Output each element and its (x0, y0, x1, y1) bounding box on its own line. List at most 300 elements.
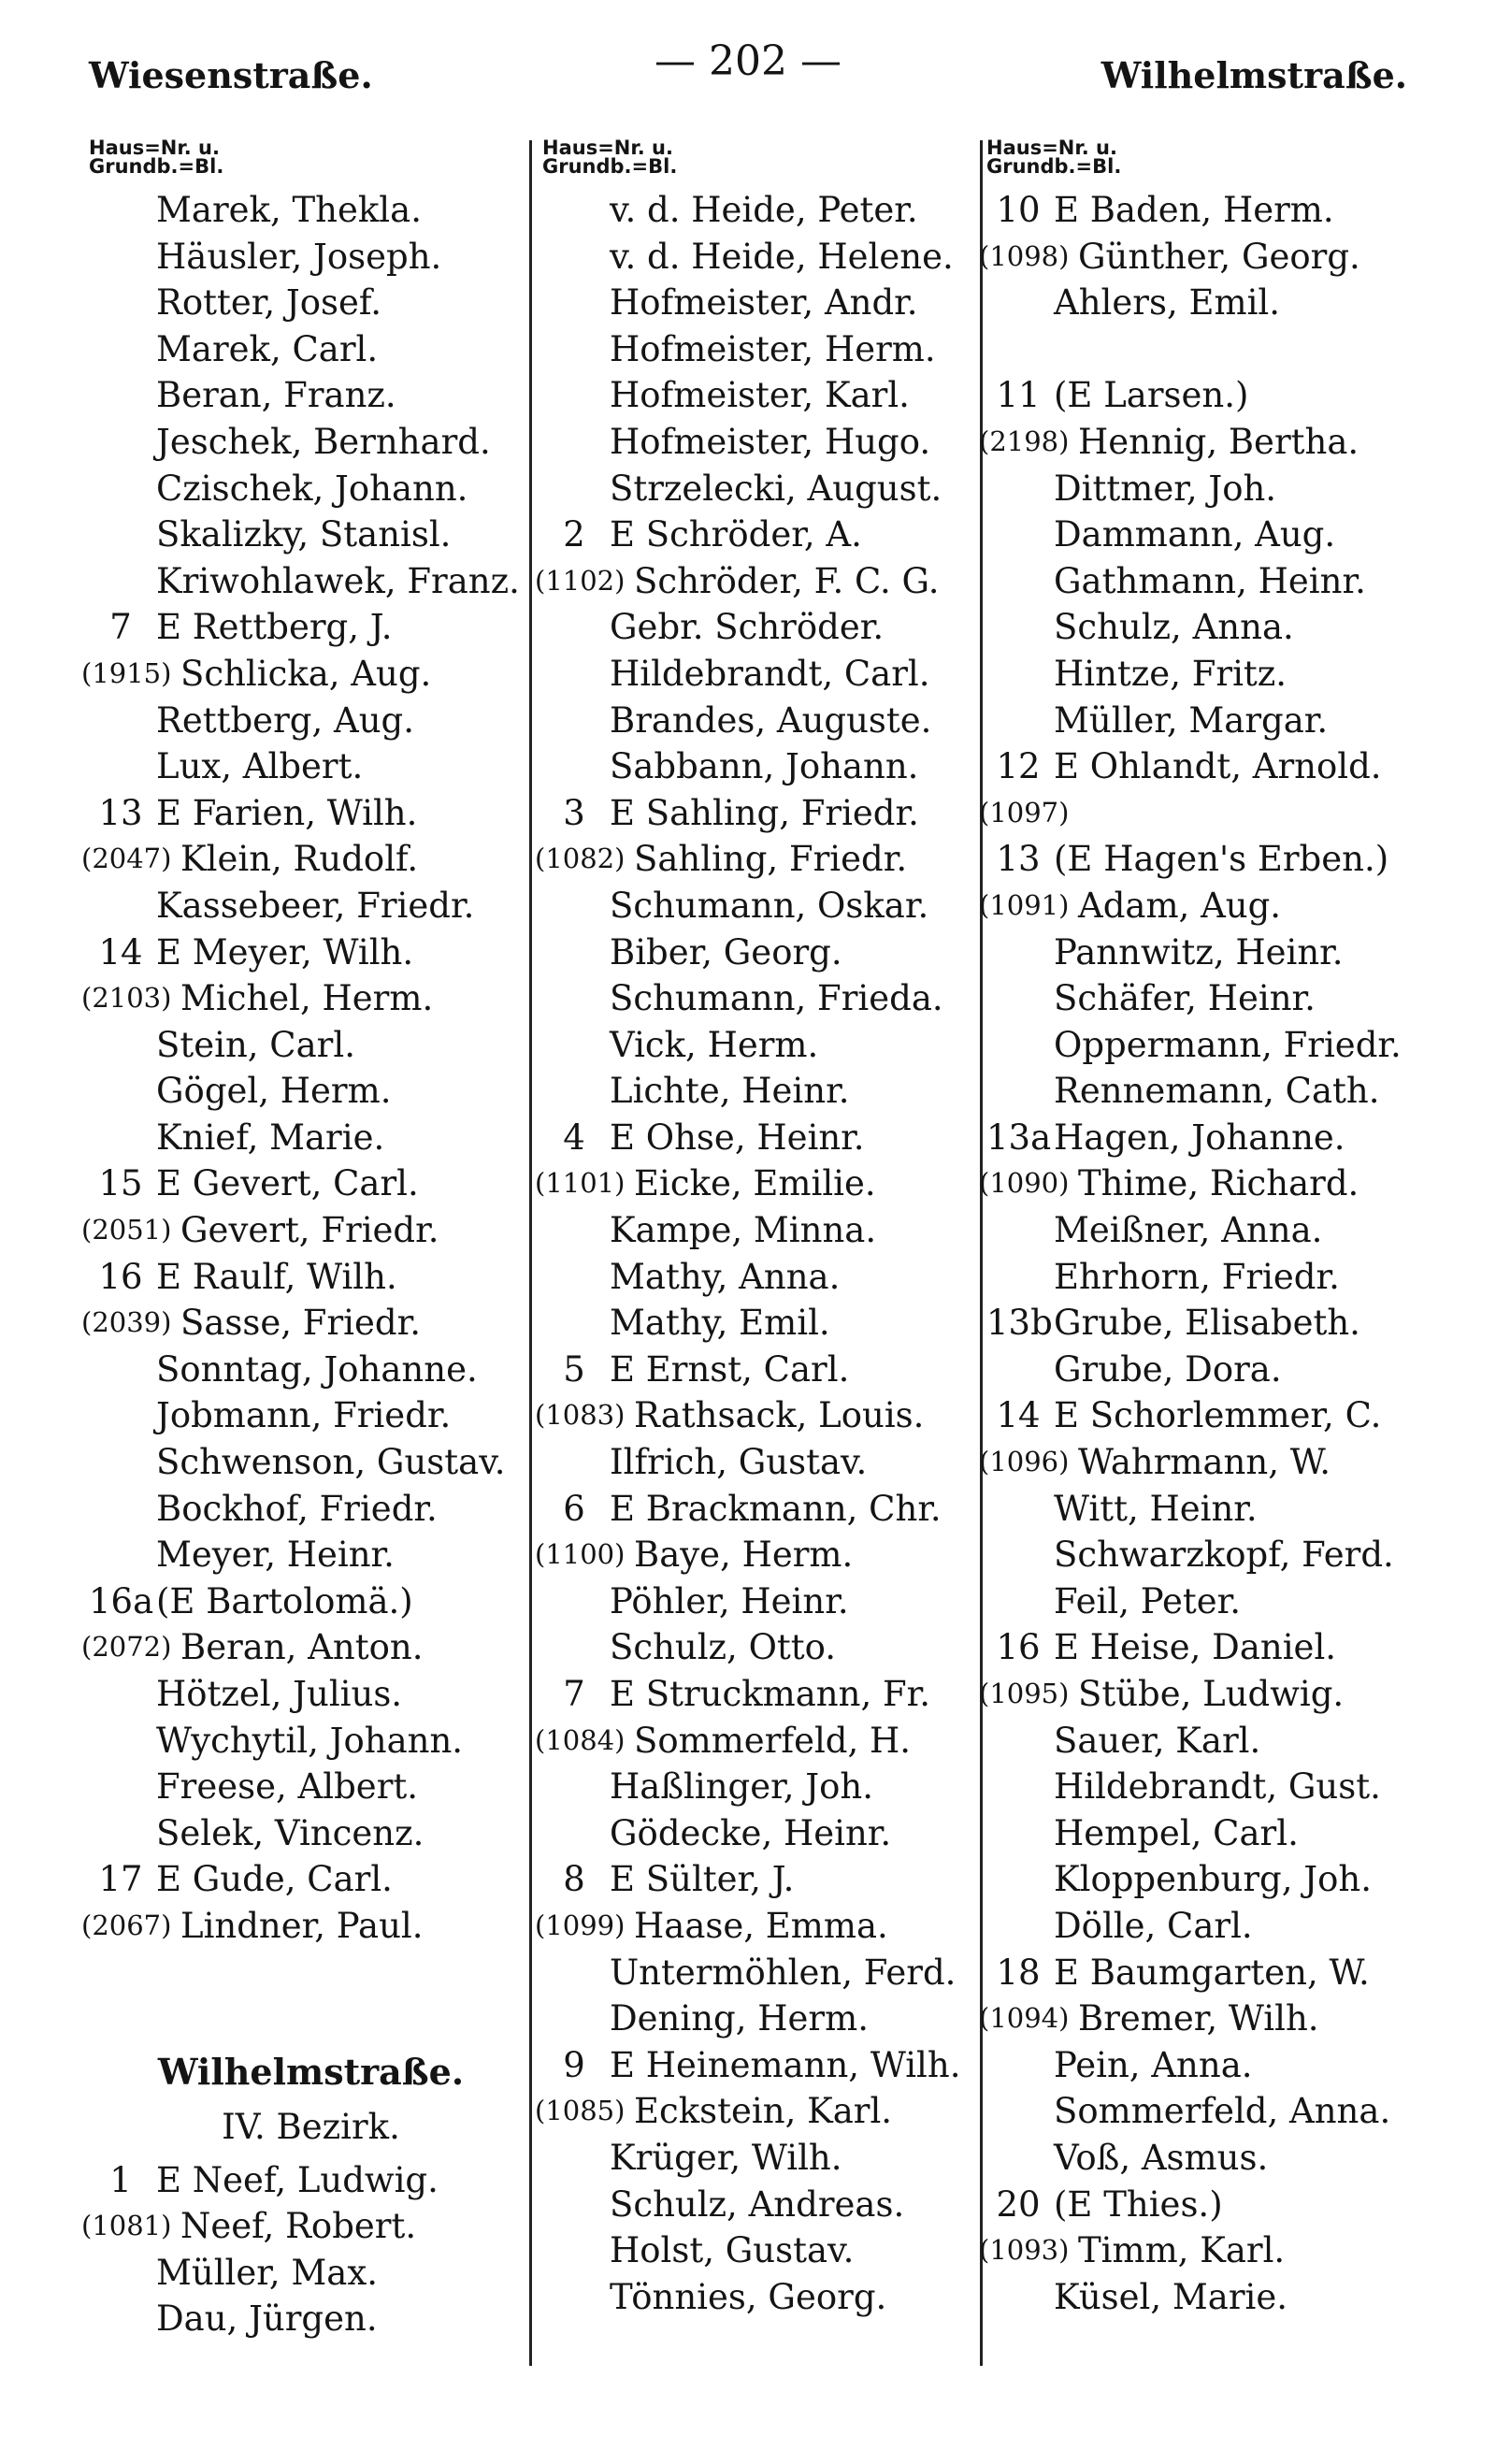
resident-name: Dening, Herm. (610, 1998, 869, 2039)
entry-row (535, 558, 977, 605)
entry-list (81, 2157, 533, 2342)
resident-name: E Meyer, Wilh. (156, 931, 414, 973)
column-header (986, 138, 1454, 187)
entry-row (89, 558, 533, 605)
land-register-number: (2103) (81, 982, 172, 1015)
entry-row (979, 1439, 1454, 1486)
entry-row (986, 698, 1454, 744)
column-header-line2: Grundb.=Bl. (542, 155, 678, 178)
entry-row (89, 1671, 533, 1718)
resident-name: Michel, Herm. (180, 978, 434, 1019)
entry-row (89, 2250, 533, 2297)
entry-row (89, 1392, 533, 1439)
resident-name: Pein, Anna. (1054, 2044, 1253, 2085)
resident-name: E Baden, Herm. (1054, 190, 1334, 230)
entry-row (979, 419, 1454, 466)
entry-row (542, 326, 977, 373)
resident-name: Grube, Dora. (1054, 1348, 1282, 1390)
entry-row (542, 419, 977, 466)
resident-name: Hofmeister, Andr. (610, 282, 918, 324)
resident-name: Dölle, Carl. (1054, 1905, 1253, 1946)
resident-name: Stübe, Ludwig. (1078, 1674, 1345, 1714)
resident-name: Wychytil, Johann. (156, 1720, 464, 1761)
resident-name: Schumann, Frieda. (610, 978, 943, 1019)
entry-row (986, 1578, 1454, 1625)
resident-name: Schulz, Anna. (1054, 607, 1294, 648)
resident-name: Gevert, Friedr. (180, 1210, 439, 1251)
entry-row (542, 1810, 977, 1857)
resident-name: Hofmeister, Karl. (610, 375, 910, 416)
resident-name: E Baumgarten, W. (1054, 1952, 1370, 1993)
entry-row (986, 1718, 1454, 1765)
entry-row (986, 280, 1454, 326)
land-register-number: (2067) (81, 1909, 172, 1941)
entry-row (89, 1254, 533, 1301)
house-number: 2 (563, 514, 585, 555)
resident-name: Kassebeer, Friedr. (156, 885, 475, 926)
entry-row (986, 1207, 1454, 1254)
house-number: 5 (563, 1348, 585, 1390)
entry-list (535, 187, 977, 2320)
resident-name: Meyer, Heinr. (156, 1535, 395, 1576)
entry-row (542, 280, 977, 326)
entry-row (542, 883, 977, 929)
entry-row (89, 1439, 533, 1486)
entry-row (979, 790, 1454, 837)
entry-row (535, 1160, 977, 1207)
entry-row (89, 326, 533, 373)
entry-row (542, 1764, 977, 1810)
resident-name: E Ohse, Heinr. (610, 1117, 865, 1158)
land-register-number: (1915) (81, 656, 172, 689)
resident-name: Wahrmann, W. (1078, 1442, 1331, 1483)
entry-row (979, 1160, 1454, 1207)
resident-name: E Sahling, Friedr. (610, 792, 919, 833)
resident-name: Sommerfeld, Anna. (1054, 2091, 1391, 2132)
entry-row (81, 1903, 533, 1950)
entry-row (986, 326, 1454, 373)
resident-name: (E Bartolomä.) (156, 1580, 413, 1621)
entry-row (986, 1254, 1454, 1301)
resident-name: Holst, Gustav. (610, 2230, 855, 2271)
entry-row (542, 929, 977, 976)
resident-name: Günther, Georg. (1078, 236, 1360, 277)
entry-row (542, 1996, 977, 2042)
resident-name: Klein, Rudolf. (180, 839, 419, 880)
column-header (89, 138, 533, 187)
entry-row (81, 1624, 533, 1671)
resident-name: Dittmer, Joh. (1054, 468, 1277, 509)
resident-name: E Raulf, Wilh. (156, 1256, 397, 1297)
entry-row (986, 466, 1454, 512)
entry-row (542, 1068, 977, 1115)
land-register-number: (1093) (979, 2234, 1070, 2267)
entry-row (986, 604, 1454, 651)
entry-row (89, 1022, 533, 1069)
resident-name: Thime, Richard. (1078, 1163, 1359, 1204)
entry-row (542, 698, 977, 744)
entry-row (986, 372, 1454, 419)
resident-name: Bremer, Wilh. (1078, 1998, 1319, 2039)
resident-name: Haase, Emma. (634, 1905, 888, 1946)
entry-row (535, 836, 977, 883)
house-number: 13a (986, 1117, 1052, 1158)
entry-row (986, 1486, 1454, 1533)
resident-name: Pöhler, Heinr. (610, 1580, 849, 1621)
resident-name: Sonntag, Johanne. (156, 1348, 478, 1390)
resident-name: Bockhof, Friedr. (156, 1488, 438, 1529)
resident-name: Dau, Jürgen. (156, 2298, 378, 2340)
resident-name: Hintze, Fritz. (1054, 653, 1287, 694)
entry-row (542, 975, 977, 1022)
entry-row (542, 1486, 977, 1533)
resident-name: v. d. Heide, Helene. (610, 236, 954, 277)
resident-name: Lux, Albert. (156, 746, 364, 787)
land-register-number: (1100) (535, 1538, 626, 1571)
entry-row (535, 1392, 977, 1439)
entry-row (89, 512, 533, 558)
column-1 (81, 137, 533, 2342)
entry-row (542, 1439, 977, 1486)
entry-row (542, 2274, 977, 2321)
entry-row (542, 187, 977, 234)
resident-name: v. d. Heide, Peter. (610, 190, 918, 230)
page-number: — 202 — (654, 37, 842, 85)
entry-row (979, 2227, 1454, 2274)
resident-name: Knief, Marie. (156, 1117, 385, 1158)
section-title: Wilhelmstraße. (157, 2050, 465, 2093)
column-header-line1: Haus=Nr. u. (89, 137, 220, 159)
house-number: 16a (89, 1580, 154, 1621)
entry-row (89, 1856, 533, 1903)
house-number: 13b (986, 1303, 1053, 1344)
resident-name: Schäfer, Heinr. (1054, 978, 1316, 1019)
resident-name: Hennig, Bertha. (1078, 421, 1359, 462)
house-number: 4 (563, 1117, 585, 1158)
resident-name: Schwenson, Gustav. (156, 1442, 506, 1483)
house-number: 16 (98, 1256, 143, 1297)
entry-row (89, 1486, 533, 1533)
entry-row (89, 1810, 533, 1857)
resident-name: Oppermann, Friedr. (1054, 1024, 1402, 1065)
entry-row (986, 2135, 1454, 2182)
land-register-number: (1095) (979, 1678, 1070, 1709)
entry-row (542, 1624, 977, 1671)
resident-name: Mathy, Anna. (610, 1256, 841, 1297)
entry-row (89, 1578, 533, 1625)
resident-name: Sauer, Karl. (1054, 1720, 1261, 1761)
column-header (542, 138, 977, 187)
resident-name: Rettberg, Aug. (156, 699, 414, 741)
house-number: 15 (98, 1163, 143, 1204)
entry-row (542, 790, 977, 837)
resident-name: Vick, Herm. (610, 1024, 819, 1065)
resident-name: (E Thies.) (1054, 2183, 1223, 2225)
resident-name: Beran, Franz. (156, 375, 396, 416)
resident-name: Baye, Herm. (634, 1535, 854, 1576)
entry-row (986, 1764, 1454, 1810)
resident-name: E Rettberg, J. (156, 607, 393, 648)
entry-row (542, 2042, 977, 2089)
entry-row (986, 1903, 1454, 1950)
entry-row (986, 2274, 1454, 2321)
entry-row (979, 1671, 1454, 1718)
land-register-number: (1081) (81, 2210, 172, 2242)
entry-row (986, 2042, 1454, 2089)
resident-name: Neef, Robert. (180, 2206, 417, 2247)
resident-name: Stein, Carl. (156, 1024, 355, 1065)
land-register-number: (1090) (979, 1167, 1070, 1200)
land-register-number: (1094) (979, 2002, 1070, 2035)
column-3 (979, 137, 1454, 2320)
entry-row (986, 836, 1454, 883)
entry-row (986, 1068, 1454, 1115)
house-number: 13 (996, 839, 1041, 880)
entry-row (979, 883, 1454, 929)
resident-name: Brandes, Auguste. (610, 699, 932, 741)
entry-row (542, 1115, 977, 1161)
resident-name: E Schröder, A. (610, 514, 862, 555)
entry-row (986, 1347, 1454, 1393)
resident-name: Kampe, Minna. (610, 1210, 877, 1251)
entry-row (986, 187, 1454, 234)
land-register-number: (1097) (979, 796, 1070, 829)
entry-row (89, 419, 533, 466)
resident-name: E Sülter, J. (610, 1859, 795, 1900)
house-number: 9 (563, 2044, 585, 2085)
entry-row (542, 234, 977, 281)
entry-row (542, 2227, 977, 2274)
resident-name: Meißner, Anna. (1054, 1210, 1323, 1251)
entry-row (542, 1578, 977, 1625)
resident-name: E Neef, Ludwig. (156, 2159, 439, 2200)
land-register-number: (2198) (979, 425, 1070, 457)
resident-name: Sommerfeld, H. (634, 1720, 912, 1761)
entry-row (986, 2182, 1454, 2228)
entry-row (542, 466, 977, 512)
house-number: 14 (996, 1395, 1041, 1436)
entry-row (89, 929, 533, 976)
resident-name: Ilfrich, Gustav. (610, 1442, 868, 1483)
entry-row (542, 1347, 977, 1393)
resident-name: Untermöhlen, Ferd. (610, 1952, 957, 1993)
column-header-line1: Haus=Nr. u. (986, 137, 1117, 159)
entry-row (542, 743, 977, 790)
entry-row (986, 651, 1454, 698)
entry-row (986, 743, 1454, 790)
entry-row (986, 1856, 1454, 1903)
resident-name: E Gude, Carl. (156, 1859, 393, 1900)
entry-row (542, 2135, 977, 2182)
house-number: 20 (996, 2183, 1041, 2225)
resident-name: Timm, Karl. (1078, 2230, 1286, 2271)
land-register-number: (1085) (535, 2095, 626, 2127)
resident-name: Rennemann, Cath. (1054, 1071, 1380, 1112)
entry-row (986, 1810, 1454, 1857)
entry-row (535, 1903, 977, 1950)
entry-row (89, 372, 533, 419)
resident-name: Ahlers, Emil. (1054, 282, 1280, 324)
resident-name: Tönnies, Georg. (610, 2276, 887, 2317)
entry-row (986, 1624, 1454, 1671)
entry-row (986, 558, 1454, 605)
entry-row (89, 790, 533, 837)
resident-name: Mathy, Emil. (610, 1303, 830, 1344)
entry-row (542, 651, 977, 698)
entry-row (89, 604, 533, 651)
entry-row (89, 187, 533, 234)
resident-name: E Heinemann, Wilh. (610, 2044, 961, 2085)
entry-row (542, 512, 977, 558)
entry-row (81, 975, 533, 1022)
resident-name: Selek, Vincenz. (156, 1812, 424, 1853)
resident-name: Dammann, Aug. (1054, 514, 1336, 555)
section-spacer (89, 1950, 533, 2043)
land-register-number: (1096) (979, 1446, 1070, 1478)
resident-name: Ehrhorn, Friedr. (1054, 1256, 1340, 1297)
house-number: 7 (563, 1674, 585, 1714)
house-number: 16 (996, 1627, 1041, 1668)
resident-name: Müller, Margar. (1054, 699, 1329, 741)
resident-name: Eicke, Emilie. (634, 1163, 876, 1204)
land-register-number: (1083) (535, 1399, 626, 1432)
resident-name: Schulz, Otto. (610, 1627, 837, 1668)
entry-row (89, 1347, 533, 1393)
resident-name: (E Hagen's Erben.) (1054, 839, 1389, 880)
resident-name: Schlicka, Aug. (180, 653, 432, 694)
resident-name: Gögel, Herm. (156, 1071, 392, 1112)
resident-name: Lichte, Heinr. (610, 1071, 850, 1112)
entry-row (986, 1532, 1454, 1578)
entry-row (89, 2157, 533, 2204)
resident-name: Pannwitz, Heinr. (1054, 931, 1344, 973)
resident-name: Feil, Peter. (1054, 1580, 1242, 1621)
resident-name: Czischek, Johann. (156, 468, 468, 509)
house-number: 18 (996, 1952, 1041, 1993)
house-number: 14 (98, 931, 143, 973)
entry-row (542, 1022, 977, 1069)
resident-name: Hildebrandt, Gust. (1054, 1766, 1381, 1808)
resident-name: Sabbann, Johann. (610, 746, 919, 787)
entry-row (986, 1115, 1454, 1161)
entry-row (986, 1392, 1454, 1439)
land-register-number: (1084) (535, 1723, 626, 1756)
running-header-left: Wiesenstraße. (89, 54, 373, 96)
resident-name: Marek, Carl. (156, 328, 379, 369)
house-number: 17 (98, 1859, 143, 1900)
entry-row (89, 1115, 533, 1161)
land-register-number: (2039) (81, 1306, 172, 1339)
resident-name: Lindner, Paul. (180, 1905, 424, 1946)
entry-row (542, 1671, 977, 1718)
resident-name: Gödecke, Heinr. (610, 1812, 892, 1853)
resident-name: Biber, Georg. (610, 931, 842, 973)
entry-list (81, 187, 533, 1950)
entry-row (89, 1718, 533, 1765)
resident-name: Grube, Elisabeth. (1054, 1303, 1360, 1344)
resident-name: Adam, Aug. (1078, 885, 1282, 926)
resident-name: E Ernst, Carl. (610, 1348, 850, 1390)
resident-name: Hofmeister, Hugo. (610, 421, 931, 462)
entry-row (81, 1300, 533, 1347)
resident-name: Schröder, F. C. G. (634, 560, 940, 601)
resident-name: Sahling, Friedr. (634, 839, 908, 880)
entry-row (81, 836, 533, 883)
column-header-line1: Haus=Nr. u. (542, 137, 673, 159)
house-number: 8 (563, 1859, 585, 1900)
entry-row (986, 929, 1454, 976)
entry-row (542, 1300, 977, 1347)
entry-row (89, 234, 533, 281)
land-register-number: (2051) (81, 1214, 172, 1246)
house-number: 3 (563, 792, 585, 833)
entry-row (979, 234, 1454, 281)
house-number: 13 (98, 792, 143, 833)
entry-row (81, 651, 533, 698)
resident-name: E Gevert, Carl. (156, 1163, 419, 1204)
entry-row (986, 1022, 1454, 1069)
resident-name: Marek, Thekla. (156, 190, 422, 230)
resident-name: Jeschek, Bernhard. (156, 421, 491, 462)
resident-name: Häusler, Joseph. (156, 236, 442, 277)
resident-name: E Ohlandt, Arnold. (1054, 746, 1382, 787)
entry-row (89, 1764, 533, 1810)
land-register-number: (1098) (979, 239, 1070, 272)
entry-row (986, 1300, 1454, 1347)
column-header-line2: Grundb.=Bl. (986, 155, 1122, 178)
resident-name: Strzelecki, August. (610, 468, 942, 509)
land-register-number: (1091) (979, 888, 1070, 921)
entry-row (89, 466, 533, 512)
entry-row (542, 1950, 977, 1996)
entry-row (89, 2296, 533, 2342)
resident-name: Schwarzkopf, Ferd. (1054, 1535, 1394, 1576)
land-register-number: (1102) (535, 564, 626, 597)
land-register-number: (1099) (535, 1909, 626, 1941)
resident-name: Schulz, Andreas. (610, 2183, 905, 2225)
entry-row (542, 2182, 977, 2228)
entry-row (535, 2088, 977, 2135)
land-register-number: (1082) (535, 843, 626, 875)
house-number: 10 (996, 190, 1041, 230)
resident-name: Sasse, Friedr. (180, 1303, 421, 1344)
entry-row (986, 975, 1454, 1022)
resident-name: Rotter, Josef. (156, 282, 382, 324)
entry-row (535, 1718, 977, 1765)
entry-row (535, 1532, 977, 1578)
entry-row (89, 1068, 533, 1115)
resident-name: E Brackmann, Chr. (610, 1488, 942, 1529)
resident-name: E Schorlemmer, C. (1054, 1395, 1382, 1436)
resident-name: E Farien, Wilh. (156, 792, 418, 833)
entry-row (89, 1160, 533, 1207)
land-register-number: (2047) (81, 843, 172, 875)
resident-name: Gathmann, Heinr. (1054, 560, 1366, 601)
entry-row (89, 280, 533, 326)
entry-row (89, 698, 533, 744)
resident-name: Müller, Max. (156, 2252, 378, 2293)
resident-name: Hildebrandt, Carl. (610, 653, 930, 694)
entry-row (542, 604, 977, 651)
resident-name: Haßlinger, Joh. (610, 1766, 873, 1808)
entry-row (986, 2088, 1454, 2135)
entry-row (89, 883, 533, 929)
entry-row (979, 1996, 1454, 2042)
resident-name: Gebr. Schröder. (610, 607, 885, 648)
section-district: IV. Bezirk. (222, 2106, 400, 2147)
resident-name: Beran, Anton. (180, 1627, 424, 1668)
resident-name: Kloppenburg, Joh. (1054, 1859, 1372, 1900)
